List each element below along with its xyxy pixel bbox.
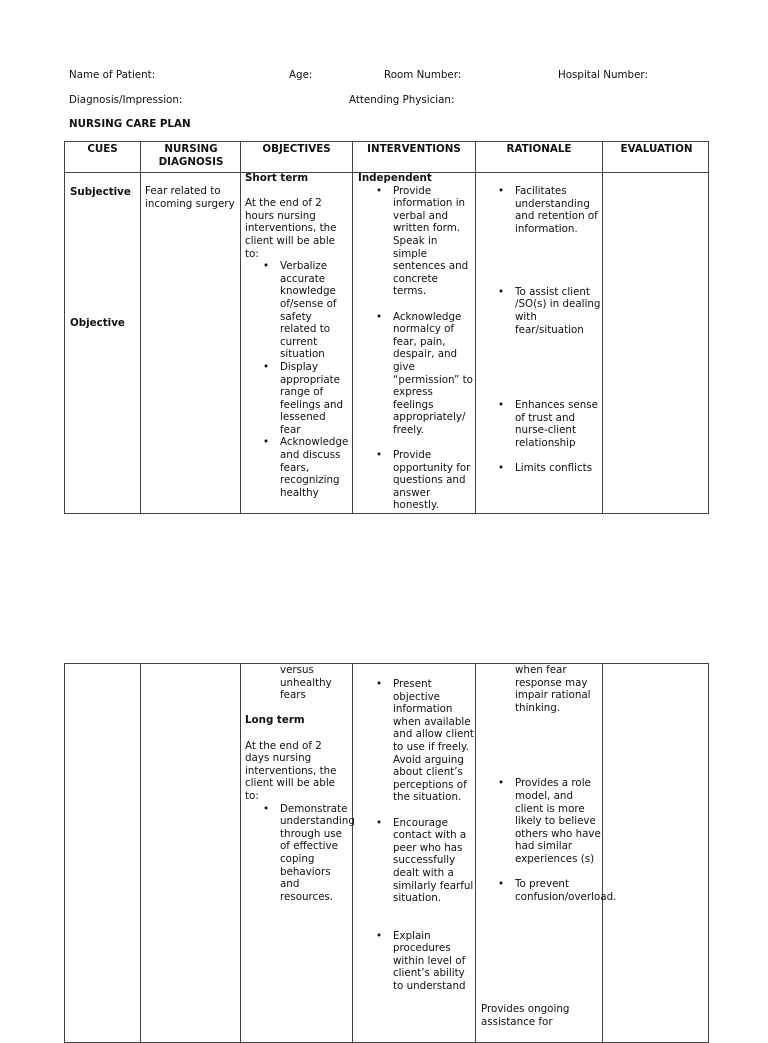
- hospital-number-label: Hospital Number:: [558, 69, 648, 81]
- column-header-rationale: RATIONALE: [506, 143, 572, 155]
- column-header-interventions: INTERVENTIONS: [367, 143, 461, 155]
- cues-objective: Objective: [70, 317, 125, 329]
- rationale-last-text: Provides ongoing assistance for: [481, 1003, 570, 1028]
- intervention-item: • Provide information in verbal and written form. Speak in simple sentences and concrete terms.: [393, 185, 473, 298]
- cues-subjective: Subjective: [70, 186, 131, 198]
- column-header-nursing-diagnosis: NURSING DIAGNOSIS: [158, 143, 224, 168]
- rationale-cell-continued: [515, 664, 617, 903]
- column-header-objectives: OBJECTIVES: [262, 143, 331, 155]
- objective-continued-text: versus unhealthy fears: [280, 664, 332, 702]
- intervention-item: • Encourage contact with a peer who has successfully dealt with a similarly fearful situation.: [393, 817, 475, 905]
- intervention-item: • Acknowledge normalcy of fear, pain, despair, and give “permission” to express feelings appropriately/ freely.: [393, 311, 473, 437]
- diagnosis-label: Diagnosis/Impression:: [69, 94, 183, 106]
- intervention-item: • Present objective information when available and allow client to use if freely. Avoid arguing about client’s perceptions of the situation.: [393, 678, 475, 804]
- rationale-item: • To prevent confusion/overload.: [515, 878, 601, 903]
- page-title: NURSING CARE PLAN: [69, 118, 191, 130]
- rationale-item: • Limits conflicts: [515, 462, 601, 475]
- physician-label: Attending Physician:: [349, 94, 455, 106]
- care-plan-table-page-2: [64, 663, 709, 1043]
- objective-item: • Acknowledge and discuss fears, recognizing healthy: [280, 436, 346, 499]
- rationale-item: • Enhances sense of trust and nurse-client relationship: [515, 399, 601, 449]
- rationale-cell: [515, 185, 601, 475]
- rationale-item: • Facilitates understanding and retention of information.: [515, 185, 601, 235]
- nursing-diagnosis-text: Fear related to incoming surgery: [145, 185, 235, 210]
- long-term-heading: Long term: [245, 714, 305, 727]
- objective-item: • Display appropriate range of feelings and lessened fear: [280, 361, 346, 437]
- objective-item: • Demonstrate understanding through use of effective coping behaviors and resources.: [280, 803, 346, 904]
- objectives-cell: [245, 172, 349, 499]
- objectives-cell-continued: [245, 664, 355, 903]
- objective-item: • Verbalize accurate knowledge of/sense of safety related to current situation: [280, 260, 346, 361]
- short-term-heading: Short term: [245, 172, 309, 184]
- long-term-intro: At the end of 2 days nursing interventions, the client will be able to:: [245, 739, 337, 802]
- independent-heading: Independent: [358, 172, 432, 184]
- age-label: Age:: [289, 69, 313, 81]
- short-term-intro: At the end of 2 hours nursing interventions, the client will be able to:: [245, 197, 337, 260]
- rationale-item: • Provides a role model, and client is more likely to believe others who have had similar experiences (s): [515, 777, 601, 865]
- column-header-cues: CUES: [87, 143, 118, 155]
- patient-name-label: Name of Patient:: [69, 69, 156, 81]
- interventions-cell: [358, 172, 474, 512]
- interventions-cell-continued: [393, 678, 475, 993]
- intervention-item: • Explain procedures within level of client’s ability to understand: [393, 930, 475, 993]
- column-header-evaluation: EVALUATION: [620, 143, 693, 155]
- rationale-continued-text: when fear response may impair rational thinking.: [515, 664, 591, 714]
- room-number-label: Room Number:: [384, 69, 462, 81]
- care-plan-table-page-1: [64, 141, 709, 514]
- intervention-item: • Provide opportunity for questions and answer honestly.: [393, 449, 473, 512]
- rationale-item: • To assist client /SO(s) in dealing with fear/situation: [515, 286, 601, 336]
